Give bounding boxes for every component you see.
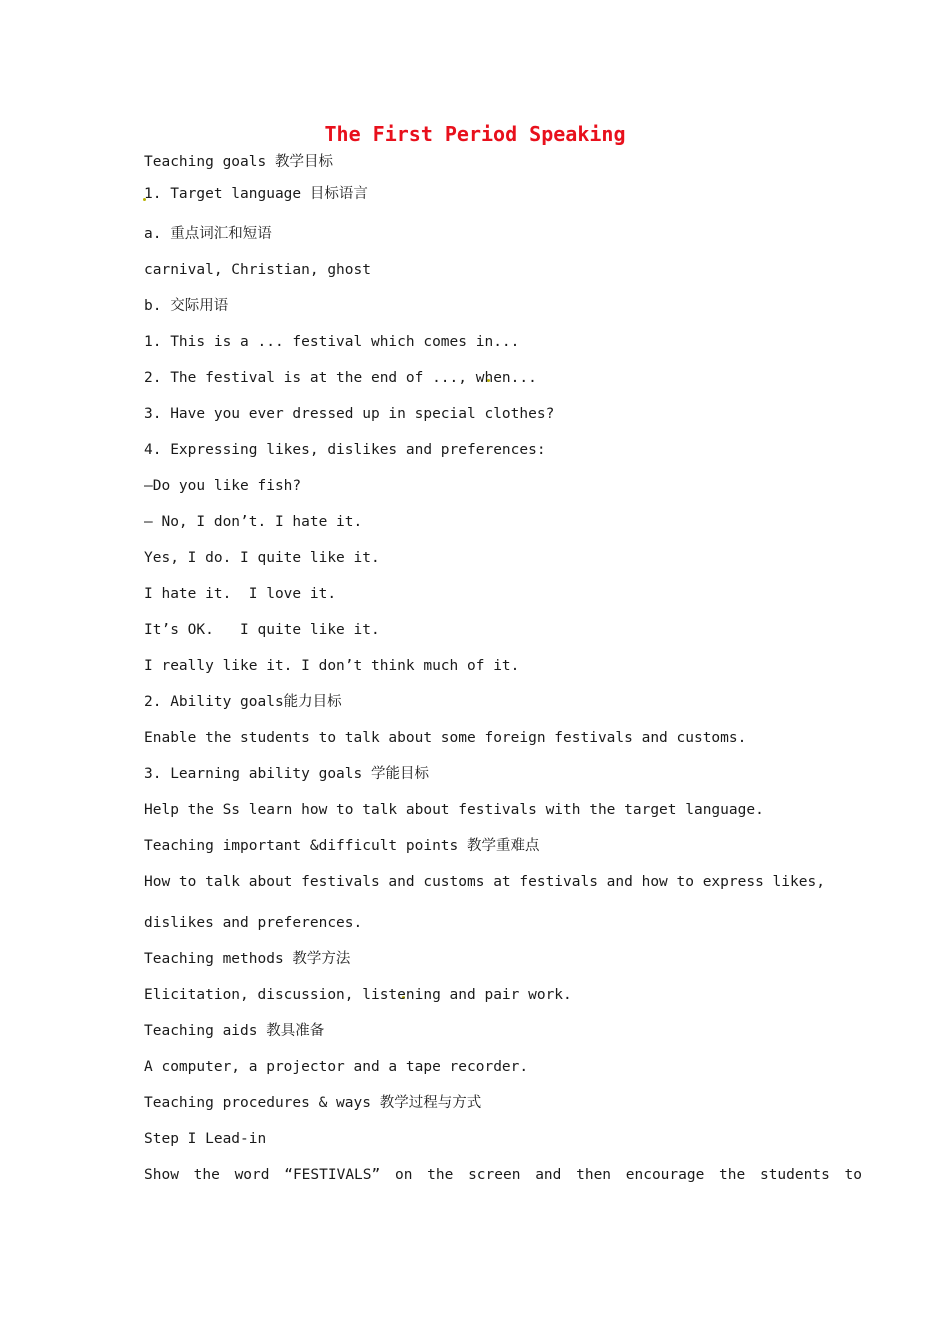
section-heading-key-points: Teaching important &difficult points 教学重难点 <box>144 838 540 854</box>
subheading-expressions: b. 交际用语 <box>144 298 229 314</box>
paragraph-continued: dislikes and preferences. <box>144 915 363 931</box>
dialogue-line: I hate it. I love it. <box>144 586 337 602</box>
step-heading: Step I Lead-in <box>144 1131 267 1147</box>
paragraph: Help the Ss learn how to talk about festivals with the target language. <box>144 802 764 818</box>
dialogue-line: It’s OK. I quite like it. <box>144 622 380 638</box>
dialogue-line: Yes, I do. I quite like it. <box>144 550 380 566</box>
paragraph: Enable the students to talk about some foreign festivals and customs. <box>144 730 747 746</box>
expression-item: 3. Have you ever dressed up in special clothes? <box>144 406 555 422</box>
expression-item: 1. This is a ... festival which comes in... <box>144 334 520 350</box>
paragraph: A computer, a projector and a tape recorder. <box>144 1059 529 1075</box>
dialogue-line: —Do you like fish? <box>144 478 302 494</box>
section-heading-methods: Teaching methods 教学方法 <box>144 951 351 967</box>
section-heading-teaching-goals: Teaching goals 教学目标 <box>144 154 333 170</box>
section-heading-procedures: Teaching procedures & ways 教学过程与方式 <box>144 1095 482 1111</box>
dialogue-line: — No, I don’t. I hate it. <box>144 514 363 530</box>
dialogue-line: I really like it. I don’t think much of it. <box>144 658 520 674</box>
paragraph: Show the word “FESTIVALS” on the screen and then encourage the students to <box>144 1167 863 1183</box>
expression-item: 2. The festival is at the end of ..., when... <box>144 370 537 386</box>
expression-item: 4. Expressing likes, dislikes and preferences: <box>144 442 546 458</box>
paragraph: How to talk about festivals and customs at festivals and how to express likes, <box>144 874 825 890</box>
subheading-learning-ability-goals: 3. Learning ability goals 学能目标 <box>144 766 429 782</box>
paragraph: Elicitation, discussion, listening and pair work. <box>144 987 572 1003</box>
section-heading-aids: Teaching aids 教具准备 <box>144 1023 325 1039</box>
subheading-target-language: 1. Target language 目标语言 <box>144 186 368 202</box>
subheading-ability-goals: 2. Ability goals能力目标 <box>144 694 342 710</box>
subheading-key-words: a. 重点词汇和短语 <box>144 226 272 242</box>
vocabulary-list: carnival, Christian, ghost <box>144 262 371 278</box>
document-title: The First Period Speaking <box>324 122 626 146</box>
